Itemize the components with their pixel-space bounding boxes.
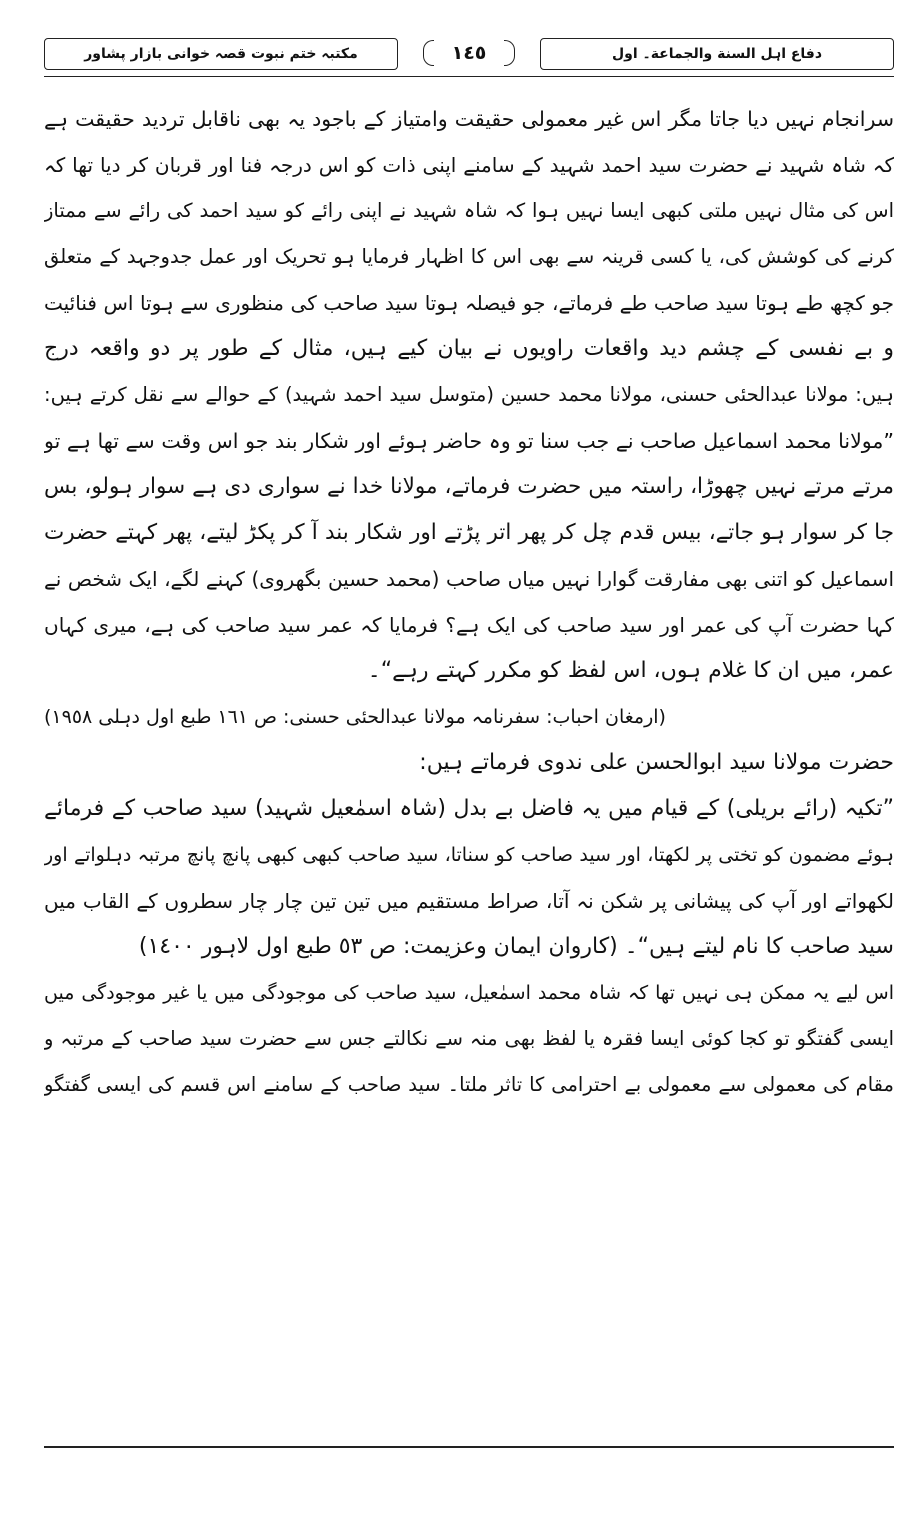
- text-line: کرنے کی کوشش کی، یا کسی قرینہ سے بھی اس کا اظہار فرمایا ہو تحریک اور عمل جدوجہد کے متعلق: [44, 245, 894, 268]
- footer-divider: [44, 1446, 894, 1448]
- text-line: و بے نفسی کے چشم دید واقعات راویوں نے بیان کیے ہیں، مثال کے طور پر دو واقعہ درج: [44, 336, 894, 361]
- quote-line: ہوئے مضمون کو تختی پر لکھتا، اور سید صاحب کو سناتا، سید صاحب کبھی کبھی پانچ پانچ مرتبہ دہلواتے اور: [44, 844, 894, 866]
- quote-line: کہا حضرت آپ کی عمر اور سید صاحب کی ایک ہے؟ فرمایا کہ عمر سید صاحب کی ہے، میری کہاں: [44, 613, 894, 637]
- page-number: ١٤٥: [417, 34, 521, 72]
- text-line: ایسی گفتگو تو کجا کوئی ایسا فقرہ یا لفظ بھی منہ سے نکالتے جس سے حضرت سید صاحب کے مرتبہ و: [44, 1027, 894, 1050]
- text-line: سرانجام نہیں دیا جاتا مگر اس غیر معمولی حقیقت وامتیاز کے باجود یہ بھی ناقابل تردید حقیقت ہے: [44, 107, 894, 131]
- quote-line: ”تکیہ (رائے بریلی) کے قیام میں یہ فاضل بے بدل (شاہ اسمٰعیل شہید) سید صاحب کے فرمائے: [44, 796, 894, 821]
- quote-line: سید صاحب کا نام لیتے ہیں“۔ (کاروان ایمان وعزیمت: ص ٥٣ طبع اول لاہور ١٤٠٠): [138, 934, 894, 959]
- text-line: کہ شاہ شہید نے حضرت سید احمد شہید کے سامنے اپنی ذات کو اس درجہ فنا اور قربان کر دیا تھا کہ: [44, 153, 894, 177]
- quote-line: جا کر سوار ہو جاتے، بیس قدم چل کر پھر اتر پڑتے اور شکار بند آ کر پکڑ لیتے، پھر کہتے حضرت: [44, 520, 894, 545]
- page-header: [44, 34, 894, 78]
- quote-line: مرتے مرتے نہیں چھوڑا، راستہ میں حضرت فرماتے، مولانا خدا نے سواری دی ہے سوار ہولو، بس: [44, 474, 894, 499]
- citation-line: (ارمغان احباب: سفرنامہ مولانا عبدالحئی حسنی: ص ١٦١ طبع اول دہلی ١٩٥٨): [44, 706, 666, 728]
- quote-line: لکھواتے اور آپ کی پیشانی پر شکن نہ آتا، صراط مستقیم میں تین تین چار چار سطروں کے القاب میں: [44, 889, 894, 913]
- quote-line: عمر، میں ان کا غلام ہوں، اس لفظ کو مکرر کہتے رہے“۔: [367, 658, 894, 683]
- page-body: [44, 96, 894, 1108]
- text-line: جو کچھ طے ہوتا سید صاحب طے فرماتے، جو فیصلہ ہوتا سید صاحب کی منظوری سے ہوتا اس فنائیت: [44, 291, 894, 315]
- header-divider: [44, 76, 894, 77]
- book-title: دفاع اہل السنة والجماعة۔ اول: [540, 38, 894, 70]
- publisher-title: مکتبہ ختم نبوت قصہ خوانی بازار پشاور: [44, 38, 398, 70]
- text-line: مقام کی معمولی سے معمولی بے احترامی کا تاثر ملتا۔ سید صاحب کے سامنے اس قسم کی ایسی گفتگو: [44, 1073, 894, 1096]
- quote-line: اسماعیل کو اتنی بھی مفارقت گوارا نہیں میاں صاحب (محمد حسین بگھروی) کہنے لگے، ایک شخص نے: [44, 567, 894, 591]
- text-line: ہیں: مولانا عبدالحئی حسنی، مولانا محمد حسین (متوسل سید احمد شہید) کے حوالے سے نقل کرتے ہیں:: [44, 383, 894, 406]
- text-line: اس لیے یہ ممکن ہی نہیں تھا کہ شاہ محمد اسمٰعیل، سید صاحب کی موجودگی میں یا غیر موجودگی میں: [44, 982, 894, 1004]
- text-line: اس کی مثال نہیں ملتی کبھی ایسا نہیں ہوا کہ شاہ شہید نے اپنی رائے کو سید احمد کی رائے سے ممتاز: [44, 199, 894, 222]
- quote-line: ”مولانا محمد اسماعیل صاحب نے جب سنا تو وہ حاضر ہوئے اور شکار بند جو اس وقت سے تھا ہے تو: [44, 429, 894, 453]
- text-line: حضرت مولانا سید ابوالحسن علی ندوی فرماتے ہیں:: [419, 750, 894, 775]
